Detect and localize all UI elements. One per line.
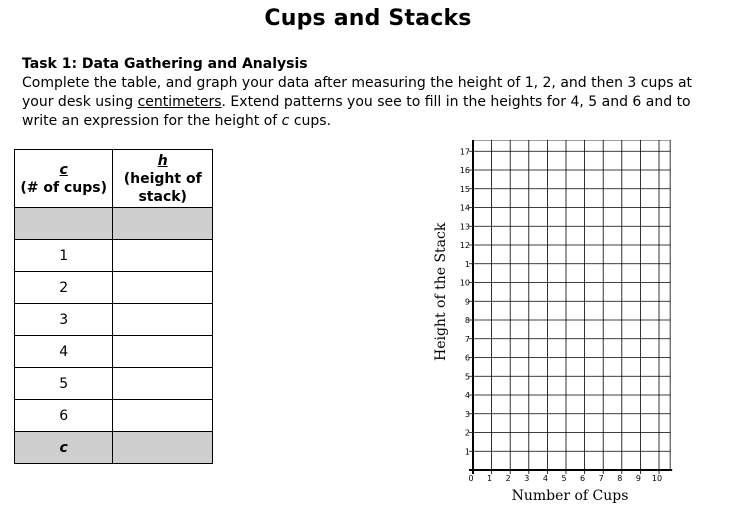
y-tick-label: 4: [464, 391, 470, 400]
y-tick-label: 3: [464, 409, 470, 419]
y-tick-label: 1: [464, 259, 470, 269]
y-tick-label: 15: [459, 184, 470, 194]
y-tick-label: 5: [464, 372, 470, 382]
task-underlined-unit: centimeters: [137, 94, 222, 110]
x-tick-label: 2: [505, 474, 511, 483]
y-tick-label: 8: [464, 316, 470, 325]
header-height: [113, 150, 213, 208]
table-row: [15, 336, 213, 368]
cups-variable-c: c: [59, 439, 68, 456]
table-row: [15, 304, 213, 336]
y-tick-label: 14: [459, 203, 470, 213]
header-cups-desc: (# of cups): [20, 179, 108, 196]
y-tick-label: 16: [459, 166, 470, 175]
cups-cell: 1: [15, 240, 113, 272]
x-tick-label: 4: [542, 474, 548, 483]
x-tick-label: 0: [468, 474, 474, 483]
task-text-part1: Complete the table, and graph your data after measuring the height of 1, 2, and then 3 cups at your desk using: [22, 75, 693, 110]
cups-cell: 3: [15, 304, 113, 336]
header-height-desc: (height of stack): [123, 170, 202, 205]
table-cell-shaded: [15, 208, 113, 240]
x-tick-label: 6: [580, 474, 586, 483]
x-tick-label: 7: [598, 474, 604, 483]
task-text-part3: cups.: [289, 113, 332, 129]
page-title: Cups and Stacks: [264, 6, 472, 31]
header-cups: [15, 150, 113, 208]
table-row: [15, 240, 213, 272]
x-tick-label: 8: [617, 474, 623, 483]
graph-grid: [450, 140, 680, 485]
task-heading: Task 1: Data Gathering and Analysis: [22, 56, 308, 72]
height-input-cell[interactable]: [113, 272, 213, 304]
task-text-part2: . Extend patterns you see to fill in the heights for 4, 5 and 6 and to write an expression for the height of: [22, 94, 691, 129]
x-tick-label: 3: [524, 474, 530, 483]
data-table: [14, 149, 213, 464]
y-tick-label: 17: [459, 147, 470, 157]
table-cell-shaded: [113, 208, 213, 240]
y-axis-label: Height of the Stack: [433, 222, 449, 361]
x-tick-label: 1: [487, 474, 493, 483]
table-row-expression: [15, 432, 213, 464]
table-row-shaded-top: [15, 208, 213, 240]
y-tick-label: 10: [459, 278, 470, 288]
x-tick-label: 5: [561, 474, 567, 483]
y-tick-label: 6: [464, 353, 470, 363]
height-input-cell[interactable]: [113, 240, 213, 272]
y-tick-label: 13: [459, 222, 470, 232]
cups-cell-variable: [15, 432, 113, 464]
table-row: [15, 400, 213, 432]
y-tick-label: 1: [464, 447, 470, 457]
table-header-row: [15, 150, 213, 208]
task-instructions: [22, 55, 722, 131]
height-expression-cell[interactable]: [113, 432, 213, 464]
y-tick-label: 2: [464, 428, 470, 438]
cups-cell: 5: [15, 368, 113, 400]
x-tick-label: 10: [651, 474, 663, 483]
y-tick-label: 12: [459, 241, 470, 250]
cups-cell: 2: [15, 272, 113, 304]
table-row: [15, 272, 213, 304]
x-axis-label: Number of Cups: [511, 488, 629, 504]
header-height-variable: h: [157, 152, 168, 169]
y-tick-label: 9: [464, 297, 470, 307]
height-input-cell[interactable]: [113, 368, 213, 400]
header-cups-variable: c: [59, 161, 68, 178]
cups-cell: 4: [15, 336, 113, 368]
y-tick-label: 7: [464, 334, 470, 344]
x-tick-label: 9: [635, 474, 641, 483]
table-row: [15, 368, 213, 400]
height-input-cell[interactable]: [113, 336, 213, 368]
height-input-cell[interactable]: [113, 400, 213, 432]
cups-cell: 6: [15, 400, 113, 432]
task-variable-c: c: [281, 113, 290, 129]
height-input-cell[interactable]: [113, 304, 213, 336]
